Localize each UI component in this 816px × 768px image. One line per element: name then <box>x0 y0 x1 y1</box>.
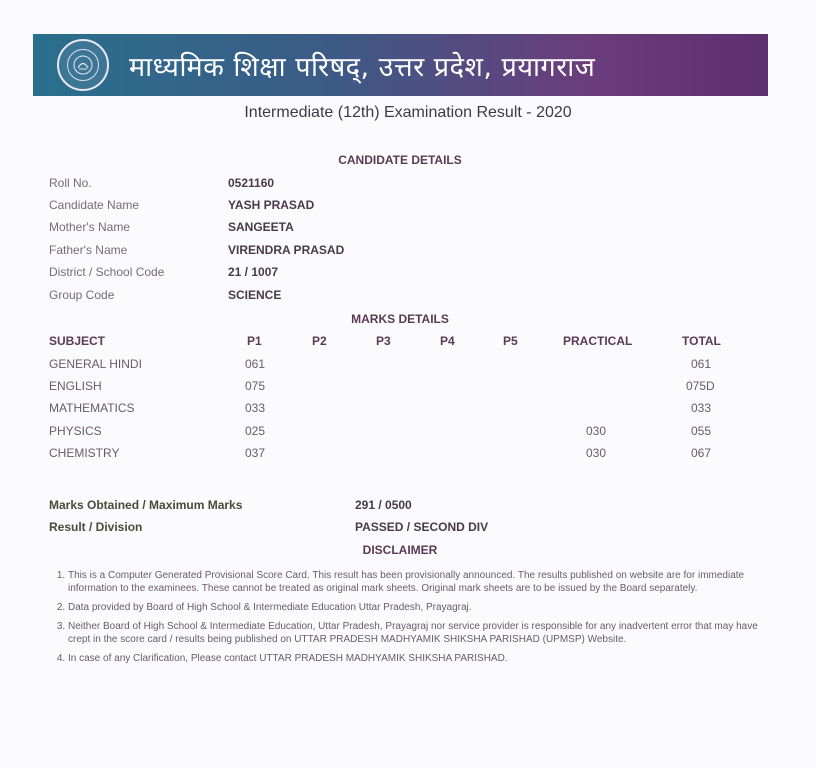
roll-no-label: Roll No. <box>49 176 92 190</box>
total-cell: 061 <box>691 357 712 371</box>
total-cell: 055 <box>691 424 712 438</box>
mother-name-label: Mother's Name <box>49 220 130 234</box>
col-header-p1: P1 <box>247 334 262 348</box>
up-government-emblem-icon <box>57 39 109 91</box>
subject-cell: PHYSICS <box>49 424 102 438</box>
p1-cell: 075 <box>245 379 266 393</box>
total-cell: 067 <box>691 446 712 460</box>
practical-cell: 030 <box>586 424 607 438</box>
col-header-p5: P5 <box>503 334 518 348</box>
col-header-p3: P3 <box>376 334 391 348</box>
subject-cell: MATHEMATICS <box>49 401 135 415</box>
father-name-value: VIRENDRA PRASAD <box>228 243 345 257</box>
col-header-p4: P4 <box>440 334 455 348</box>
roll-no-value: 0521160 <box>228 176 275 190</box>
district-school-code-value: 21 / 1007 <box>228 265 279 279</box>
p1-cell: 061 <box>245 357 266 371</box>
disclaimer-item: 1. This is a Computer Generated Provisional Score Card. This result has been provisionally announced. The results published on website are for immediate information to the examinees. These cannot be treated as original mark sheets. Original mark sheets are to be issued by the Board separately. <box>68 569 768 595</box>
mother-name-value: SANGEETA <box>228 220 294 234</box>
header-banner <box>33 34 768 96</box>
col-header-p2: P2 <box>312 334 327 348</box>
p1-cell: 037 <box>245 446 266 460</box>
exam-title: Intermediate (12th) Examination Result - 2020 <box>244 104 572 121</box>
col-header-total: TOTAL <box>682 334 721 348</box>
board-name: माध्यमिक शिक्षा परिषद्, उत्तर प्रदेश, प्रयागराज <box>129 51 596 83</box>
subject-cell: CHEMISTRY <box>49 446 120 460</box>
candidate-details-heading: CANDIDATE DETAILS <box>338 153 462 167</box>
group-code-value: SCIENCE <box>228 288 282 302</box>
p1-cell: 033 <box>245 401 266 415</box>
disclaimer-item: 3. Neither Board of High School & Intermediate Education, Uttar Pradesh, Prayagraj nor service provider is responsible for any inadvertent error that may have crept in the score card / results being published on UTTAR PRADESH MADHYAMIK SHIKSHA PARISHAD (UPMSP) Website. <box>68 620 768 646</box>
col-header-subject: SUBJECT <box>49 334 106 348</box>
father-name-label: Father's Name <box>49 243 128 257</box>
marks-details-heading: MARKS DETAILS <box>351 312 449 326</box>
col-header-practical: PRACTICAL <box>563 334 633 348</box>
candidate-name-value: YASH PRASAD <box>228 198 315 212</box>
disclaimer-list <box>50 569 768 671</box>
candidate-name-label: Candidate Name <box>49 198 140 212</box>
marks-obtained-label: Marks Obtained / Maximum Marks <box>49 498 243 512</box>
disclaimer-item: 2. Data provided by Board of High School & Intermediate Education Uttar Pradesh, Prayagraj. <box>68 601 768 614</box>
marks-obtained-value: 291 / 0500 <box>355 498 412 512</box>
disclaimer-heading: DISCLAIMER <box>362 543 438 557</box>
district-school-code-label: District / School Code <box>49 265 165 279</box>
subject-cell: ENGLISH <box>49 379 102 393</box>
total-cell: 033 <box>691 401 712 415</box>
group-code-label: Group Code <box>49 288 115 302</box>
subject-cell: GENERAL HINDI <box>49 357 142 371</box>
result-division-value: PASSED / SECOND DIV <box>355 520 489 534</box>
total-cell: 075D <box>686 379 715 393</box>
practical-cell: 030 <box>586 446 607 460</box>
disclaimer-item: 4. In case of any Clarification, Please contact UTTAR PRADESH MADHYAMIK SHIKSHA PARISHAD. <box>68 652 768 665</box>
p1-cell: 025 <box>245 424 266 438</box>
result-division-label: Result / Division <box>49 520 143 534</box>
